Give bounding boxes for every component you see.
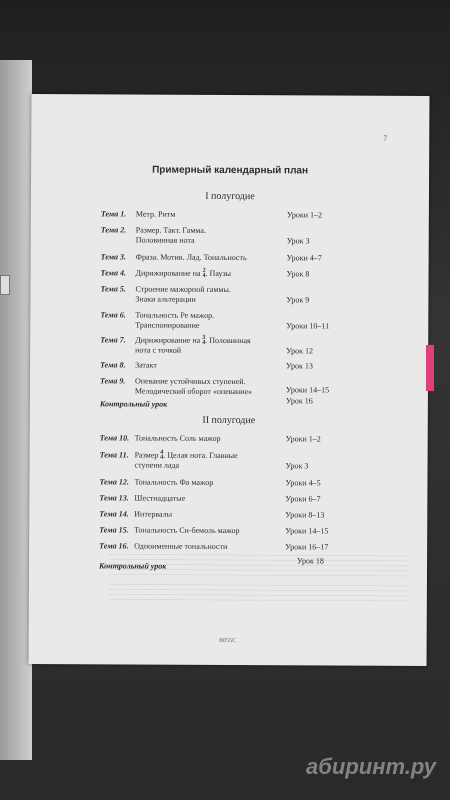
lesson-range: Урок 3 (285, 461, 309, 471)
lesson-range: Уроки 16–17 (285, 542, 329, 552)
tema-text-cont: Мелодический оборот «опевание» (134, 386, 253, 397)
tema-label: Тема 16. (99, 541, 129, 551)
watermark-logo: абиринт.ру (306, 754, 436, 779)
time-signature: 4 4 (160, 449, 164, 461)
table-row (100, 284, 410, 306)
tema-text: Дирижирование на (135, 335, 201, 345)
table-row (100, 433, 410, 445)
lesson-range: Уроки 4–7 (286, 253, 322, 263)
page-number: 7 (383, 133, 388, 143)
lesson-range: Уроки 1–2 (286, 210, 323, 220)
tema-label: Тема 14. (99, 509, 129, 519)
lesson-range: Урок 12 (286, 346, 314, 356)
page-title: Примерный календарный план (152, 164, 309, 177)
table-row (101, 209, 411, 221)
lesson-range: Уроки 8–13 (285, 510, 325, 520)
tema-label: Тема 1. (100, 209, 127, 219)
tema-text: Затакт (135, 360, 157, 370)
table-row (99, 477, 409, 489)
lesson-range: Урок 13 (286, 361, 313, 371)
tema-label: Тема 12. (99, 477, 129, 487)
tema-text: Тональность Фа мажор (134, 477, 214, 487)
control-lesson-label: Контрольный урок (99, 561, 167, 571)
book-page (29, 94, 430, 666)
tema-label: Тема 13. (99, 493, 129, 503)
lesson-range: Урок 9 (286, 295, 310, 305)
table-row (100, 376, 410, 398)
tema-label: Тема 6. (100, 310, 126, 320)
time-signature: 2 4 (202, 268, 206, 280)
tema-text: Размер (134, 450, 159, 460)
table-row (99, 541, 409, 553)
table-row (99, 493, 409, 505)
tema-label: Тема 7. (100, 335, 126, 345)
left-bookmark (0, 275, 10, 295)
tema-label: Тема 15. (99, 525, 129, 535)
left-page-edge (0, 60, 32, 760)
table-row: Тема 4. Дирижирование на 2 4. Паузы Урок 8 (100, 268, 310, 280)
pink-bookmark (426, 345, 434, 391)
tema-label: Тема 9. (99, 376, 126, 386)
time-signature: 3 4 (202, 335, 206, 347)
control-lesson-label: Контрольный урок (99, 399, 168, 409)
tema-text: Строение мажорной гаммы. (135, 284, 231, 295)
table-row: Тема 11. Размер 4 4. Целая нота. Главные ступени лада Урок 3 (99, 449, 309, 471)
lesson-range: Уроки 6–7 (285, 494, 321, 504)
tema-label: Тема 11. (99, 450, 129, 460)
tema-text: Размер. Такт. Гамма. (135, 225, 206, 235)
table-row (99, 525, 409, 537)
tema-text-cont: Знаки альтерации (135, 294, 196, 304)
tema-text: Интервалы (134, 509, 173, 519)
lesson-range: Урок 8 (286, 269, 310, 279)
control-lesson-number: Урок 16 (285, 396, 313, 406)
tema-text: Опевание устойчивых ступеней. (134, 376, 246, 387)
lesson-range: Уроки 1–2 (285, 434, 321, 444)
tema-text: Шестнадцатые (134, 493, 186, 503)
lesson-range: Уроки 10–11 (286, 321, 330, 331)
tema-text: Метр. Ритм (135, 209, 176, 219)
table-row: Тема 7. Дирижирование на 3 4. Половинная нота с точкой Урок 12 (100, 335, 314, 356)
tema-label: Тема 3. (100, 252, 127, 262)
lesson-range: Уроки 4–5 (285, 478, 321, 488)
tema-text: Тональность Ре мажор. (135, 310, 215, 320)
control-lesson-number: Урок 18 (297, 556, 324, 566)
table-row (101, 252, 411, 264)
table-row (99, 509, 409, 521)
footer-code: В055С (219, 637, 237, 645)
tema-label: Тема 10. (99, 433, 130, 443)
half2-heading: II полугодие (202, 414, 256, 427)
lesson-range: Уроки 14–15 (285, 385, 330, 395)
tema-text-cont: ступени лада (134, 460, 180, 470)
lesson-range: Урок 3 (286, 236, 310, 246)
tema-text: Фраза. Мотив. Лад. Тональность (135, 252, 247, 263)
table-row (100, 310, 410, 332)
tema-label: Тема 8. (100, 360, 126, 370)
tema-label: Тема 4. (100, 268, 127, 278)
half1-heading: I полугодие (205, 190, 255, 203)
table-row (100, 360, 410, 372)
tema-text: Тональность Си-бемоль мажор (134, 525, 240, 536)
tema-label: Тема 5. (100, 284, 126, 294)
tema-text-cont: Транспонирование (135, 320, 200, 330)
table-row (101, 225, 411, 247)
tema-text-cont: нота с точкой (135, 345, 182, 355)
tema-text-cont: Половинная нота (135, 235, 195, 245)
tema-label: Тема 2. (100, 225, 127, 235)
lesson-range: Уроки 14–15 (285, 526, 329, 536)
tema-text: Дирижирование на (135, 268, 201, 278)
tema-text: Одноименные тональности (134, 541, 228, 551)
tema-text: Тональность Соль мажор (134, 433, 221, 443)
